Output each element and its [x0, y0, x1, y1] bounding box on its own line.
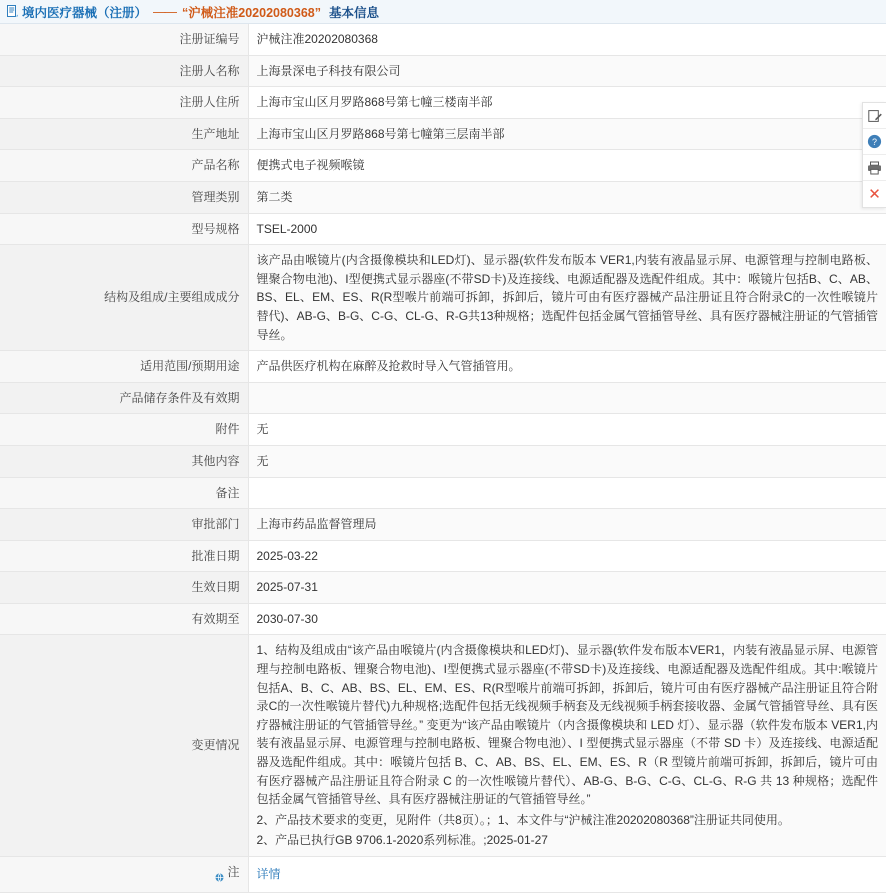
page-header [0, 0, 886, 24]
row-value-text: TSEL-2000 [256, 221, 318, 236]
row-value-text: 2025-03-22 [256, 548, 318, 563]
row-label: 审批部门 [0, 509, 248, 541]
row-label: 适用范围/预期用途 [0, 351, 248, 383]
row-value-text: 1、结构及组成由“该产品由喉镜片(内含摄像模块和LED灯)、显示器(软件发布版本VER1，内装有液晶显示屏、电源管理与控制电路板、锂聚合物电池)、I型便携式显示器座(不带SD卡)及连接线、电源适配器及选配件组成。其中:喉镜片包括A、B、C、AB、BS、EL、EM、ES、R(R型喉片前端可拆卸，拆卸后，镜片可由有医疗器械产品注册证且符合附录C的一次性喉镜片替代)九种规格;选配件包括无线视频手柄套及无线视频手柄套接收器、金属气管插管导丝、具有医疗器械注册证的气管插管导丝。” 变更为“该产品由喉镜片（内含摄像模块和 LED 灯）、显示器（软件发布版本 VER1,内装有液晶显示屏、电源管理与控制电路板、锂聚合物电池）、I 型便携式显示器座（不带 SD 卡）及连接线、电源适配器及选配件组成。其中：喉镜片包括 B、C、AB、BS、EL、EM、ES、R（R 型镜片前端可拆卸，拆卸后，镜片可由有医疗器械产品注册证且符合附录 C 的一次性喉镜片替代）、AB-G、B-G、C-G、CL-G、R-G 共 13 种规格；选配件包括金属气管插管导丝、具有医疗器械注册证的气管插管导丝。” [256, 643, 878, 807]
row-value [248, 509, 886, 541]
row-value [248, 414, 886, 446]
row-value-text: 2025-07-31 [256, 580, 318, 595]
table-row [0, 181, 886, 213]
row-label: 产品储存条件及有效期 [0, 382, 248, 414]
table-row [0, 603, 886, 635]
note-label: 注 [227, 865, 240, 879]
globe-icon [215, 869, 224, 878]
registration-number-title: “沪械注准20202080368” [182, 5, 321, 20]
row-value [248, 603, 886, 635]
note-detail-link[interactable]: 详情 [256, 867, 281, 882]
row-value-text: 便携式电子视频喉镜 [256, 158, 365, 173]
row-value [248, 351, 886, 383]
row-label: 注册人住所 [0, 87, 248, 119]
row-label: 产品名称 [0, 150, 248, 182]
edit-icon[interactable] [863, 103, 886, 129]
row-label: 其他内容 [0, 445, 248, 477]
row-value [248, 150, 886, 182]
row-label: 批准日期 [0, 540, 248, 572]
page-title: 基本信息 [329, 5, 380, 20]
svg-text:?: ? [871, 137, 878, 147]
row-label: 备注 [0, 477, 248, 509]
table-row [0, 509, 886, 541]
row-value-text: 上海景深电子科技有限公司 [256, 63, 401, 78]
row-label: 注册证编号 [0, 24, 248, 55]
floating-tool-rail [862, 102, 886, 208]
row-value [248, 635, 886, 857]
row-label: 管理类别 [0, 181, 248, 213]
close-icon[interactable]: ✕ [868, 185, 881, 203]
document-icon [6, 5, 19, 18]
print-icon[interactable] [863, 155, 886, 181]
table-row-changes [0, 635, 886, 857]
row-value [248, 55, 886, 87]
row-value [248, 87, 886, 119]
row-label: 注册人名称 [0, 55, 248, 87]
row-value [248, 118, 886, 150]
table-row-structure [0, 245, 886, 351]
row-label: 有效期至 [0, 603, 248, 635]
row-value-text: 上海市宝山区月罗路868号第七幢第三层南半部 [256, 126, 505, 141]
row-label: 生效日期 [0, 572, 248, 604]
row-value-text: 上海市药品监督管理局 [256, 517, 377, 532]
row-value-text: 该产品由喉镜片(内含摄像模块和LED灯)、显示器(软件发布版本 VER1,内装有液晶显示屏、电源管理与控制电路板、锂聚合物电池)、I型便携式显示器座(不带SD卡)及连接线、电源适配器及选配件组成。其中：喉镜片包括B、C、AB、BS、EL、EM、ES、R(R型喉片前端可拆卸，拆卸后，镜片可由有医疗器械产品注册证且符合附录C的一次性喉镜片替代)、AB-G、B-G、C-G、CL-G、R-G共13种规格；选配件包括金属气管插管导丝、具有医疗器械注册证的气管插管导丝。 [256, 253, 878, 342]
table-row [0, 382, 886, 414]
row-value-text: 产品供医疗机构在麻醉及抢救时导入气管插管用。 [256, 359, 521, 374]
breadcrumb-category-link[interactable]: 境内医疗器械（注册） [22, 5, 148, 20]
row-value-text: 无 [256, 422, 269, 437]
device-info-table [0, 24, 886, 893]
row-value [248, 477, 886, 509]
table-row [0, 572, 886, 604]
table-row [0, 87, 886, 119]
row-value [248, 540, 886, 572]
table-row-note [0, 857, 886, 893]
table-row [0, 445, 886, 477]
row-label: 变更情况 [0, 635, 248, 857]
table-row [0, 150, 886, 182]
row-value-text: 2、产品技术要求的变更，见附件（共8页）。；1、本文件与“沪械注准20202080368”注册证共同使用。 [256, 812, 790, 827]
table-row [0, 55, 886, 87]
row-label: 附件 [0, 414, 248, 446]
row-value [248, 213, 886, 245]
row-label: 结构及组成/主要组成成分 [0, 245, 248, 351]
breadcrumb-dash: —— [153, 4, 177, 19]
table-row [0, 414, 886, 446]
row-label: 型号规格 [0, 213, 248, 245]
row-value-text: 上海市宝山区月罗路868号第七幢三楼南半部 [256, 95, 493, 110]
row-value-text: 第二类 [256, 189, 293, 204]
table-row [0, 351, 886, 383]
row-value [248, 245, 886, 351]
note-label-cell [0, 857, 248, 893]
note-value-cell [248, 857, 886, 893]
row-value-text: 2030-07-30 [256, 611, 318, 626]
row-value-text: 沪械注准20202080368 [256, 32, 378, 46]
table-row [0, 477, 886, 509]
row-value [248, 24, 886, 55]
table-row [0, 118, 886, 150]
table-row [0, 213, 886, 245]
row-value-text: 2、产品已执行GB 9706.1-2020系列标准。;2025-01-27 [256, 833, 548, 848]
table-row [0, 24, 886, 55]
row-value [248, 445, 886, 477]
table-row [0, 540, 886, 572]
row-value [248, 382, 886, 414]
row-value [248, 181, 886, 213]
help-icon[interactable] [863, 129, 886, 155]
row-value [248, 572, 886, 604]
row-value-text: 无 [256, 453, 269, 468]
row-label: 生产地址 [0, 118, 248, 150]
